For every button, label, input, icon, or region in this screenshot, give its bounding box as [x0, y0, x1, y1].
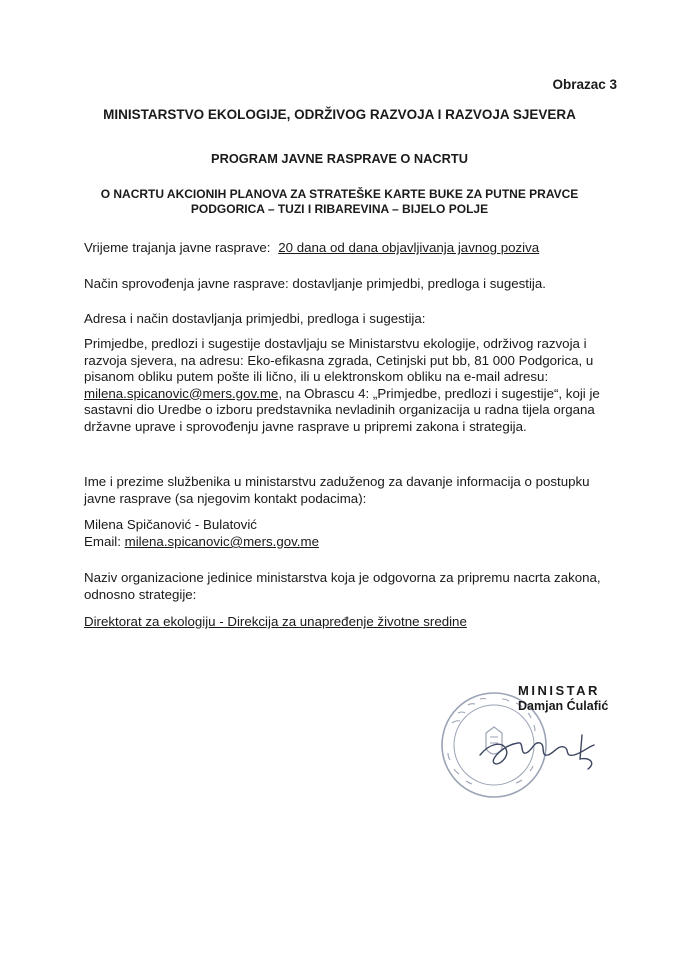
contact-email-link[interactable]: milena.spicanovic@mers.gov.me	[124, 534, 319, 549]
address-line-5: sastavni dio Uredbe o izboru predstavnika nevladinih organizacija u radna tijela organa	[84, 402, 595, 417]
duration-line	[84, 240, 539, 256]
unit-heading-line-1: Naziv organizacione jedinice ministarstva koja je odgovorna za pripremu nacrta zakona,	[84, 570, 601, 585]
contact-heading-line-1: Ime i prezime službenika u ministarstvu zaduženog za davanje informacija o postupku	[84, 474, 590, 489]
program-title: PROGRAM JAVNE RASPRAVE O NACRTU	[211, 151, 468, 166]
subtitle-line-1: O NACRTU AKCIONIH PLANOVA ZA STRATEŠKE KARTE BUKE ZA PUTNE PRAVCE	[100, 187, 579, 201]
method-line: Način sprovođenja javne rasprave: dostavljanje primjedbi, predloga i sugestija.	[84, 276, 546, 291]
minister-name: Damjan Ćulafić	[518, 699, 609, 713]
address-email-link[interactable]: milena.spicanovic@mers.gov.me	[84, 385, 279, 401]
contact-email-label: Email:	[84, 534, 121, 549]
address-line-4	[84, 386, 613, 403]
address-body	[84, 336, 613, 435]
address-line-3: pisanom obliku putem pošte ili lično, ili u elektronskom obliku na e-mail adresu:	[84, 369, 549, 384]
form-number: Obrazac 3	[552, 77, 617, 92]
duration-value: 20 dana od dana objavljivanja javnog poziva	[278, 240, 540, 255]
address-line-2: razvoja sjevera, na adresu: Eko-efikasna zgrada, Cetinjski put bb, 81 000 Podgorica, u	[84, 352, 594, 368]
duration-label: Vrijeme trajanja javne rasprave:	[84, 240, 271, 255]
address-line-6: državne uprave i sprovođenju javne rasprave u pripremi zakona i strategija.	[84, 418, 527, 434]
subtitle-line-2: PODGORICA – TUZI I RIBAREVINA – BIJELO POLJE	[190, 202, 489, 216]
address-heading: Adresa i način dostavljanja primjedbi, predloga i sugestija:	[84, 311, 426, 326]
address-line-1: Primjedbe, predlozi i sugestije dostavljaju se Ministarstvu ekologije, održivog razvoja i	[84, 336, 587, 351]
contact-name: Milena Spičanović - Bulatović	[84, 517, 257, 532]
unit-heading-line-2: odnosno strategije:	[84, 586, 197, 602]
address-line-4-rest: , na Obrascu 4: „Primjedbe, predlozi i sugestije“, koji je	[278, 385, 600, 401]
contact-heading	[84, 474, 613, 507]
contact-email-line	[84, 534, 319, 550]
signature-icon	[480, 735, 594, 769]
minister-title: MINISTAR	[518, 683, 600, 698]
unit-name: Direktorat za ekologiju - Direkcija za unapređenje životne sredine	[84, 614, 467, 629]
unit-heading	[84, 570, 613, 603]
ministry-heading: MINISTARSTVO EKOLOGIJE, ODRŽIVOG RAZVOJA I RAZVOJA SJEVERA	[103, 107, 576, 122]
contact-heading-line-2: javne rasprave (sa njegovim kontakt podacima):	[84, 490, 367, 506]
